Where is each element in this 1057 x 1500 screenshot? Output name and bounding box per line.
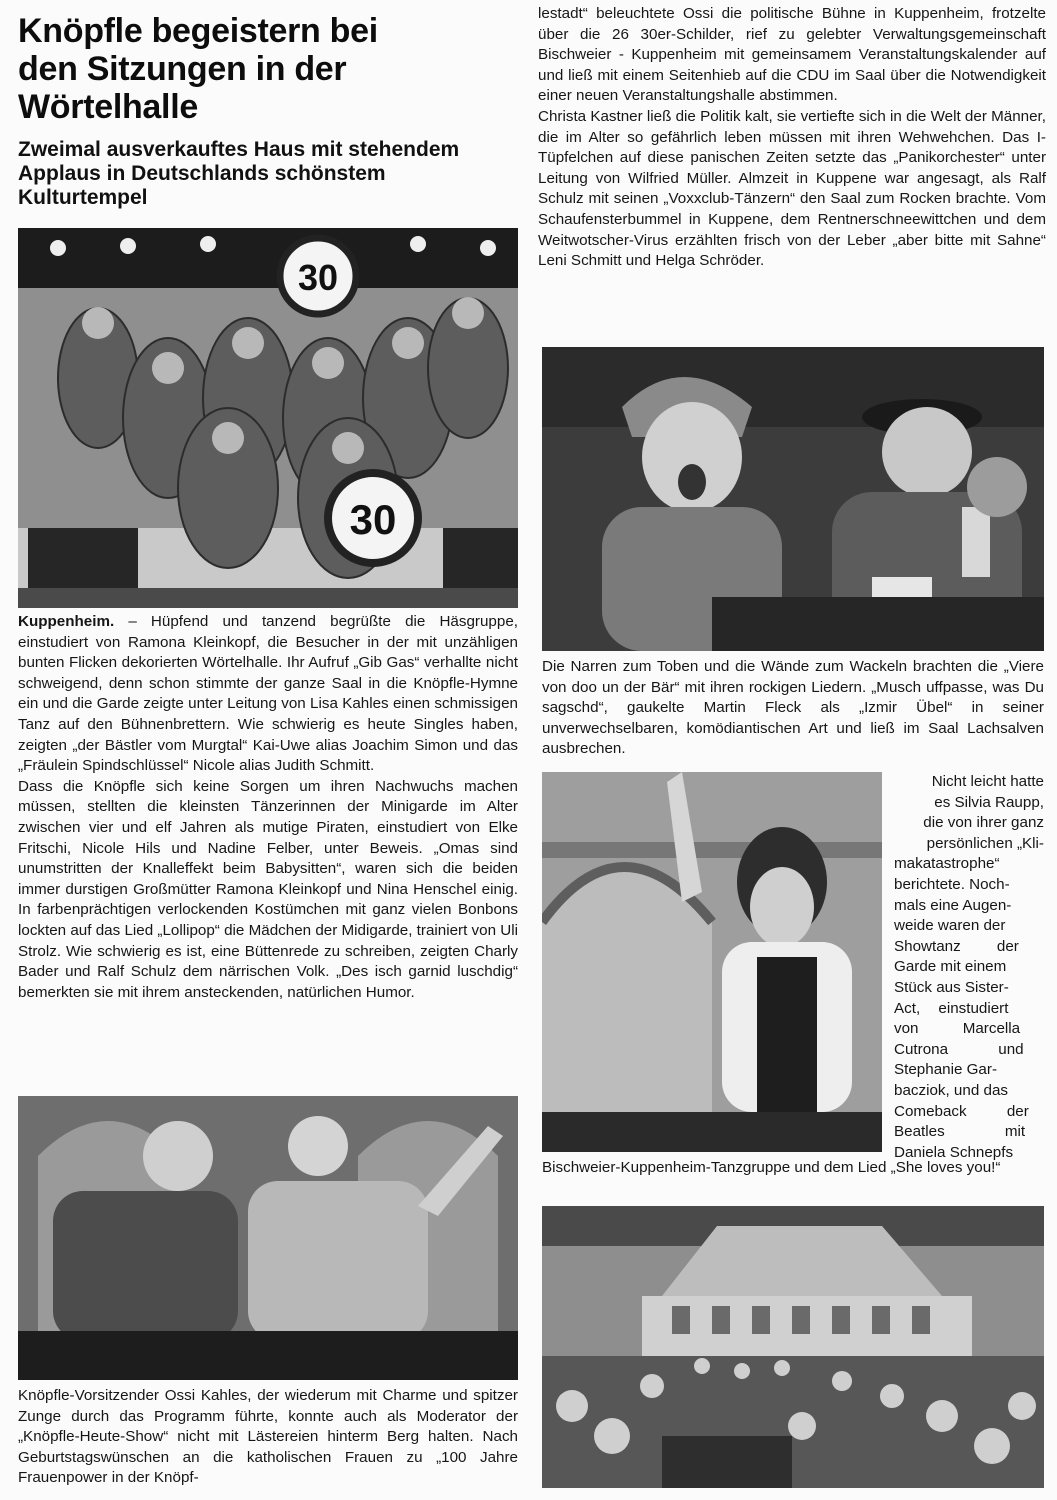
narrow-line: es Silvia Raupp,: [934, 793, 1044, 811]
narrow-line: weide waren der: [894, 917, 1006, 935]
right-paragraph-4-tail: Bischweier-Kuppenheim-Tanzgruppe und dem Lied „She loves you!“: [542, 1159, 1001, 1176]
photo-knoepfle-heute-show-graphic: [18, 1096, 518, 1380]
article-headline: Knöpfle begeistern bei den Sitzungen in der Wörtelhalle: [18, 12, 378, 126]
speed-sign-top-label: 30: [297, 257, 339, 298]
article-body-left: [18, 612, 518, 1003]
paragraph-1-text: – Hüpfend und tanzend begrüßte die Häsgruppe, einstudiert von Ramona Kleinkopf, die Besucher in der mit unzähligen bunten Flicken dekorierten Wörtelhalle. Ihr Aufruf „Gib Gas“ verhallte nicht schweigend, denn schon stimmte der ganze Saal in die Knöpfle-Hymne ein und die Garde zeigte unter Leitung von Lisa Kahles einen schmissigen Tanz auf den Bühnenbrettern. Wie schwierig es heute Singles haben, zeigten „der Bästler vom Murgtal“ Kai-Uwe alias Joachim Simon und das „Fräulein Spindschlüssel“ Nicole alias Judith Schmitt.: [18, 613, 518, 775]
narrow-line: makatastrophe“: [894, 855, 1000, 873]
right-paragraph-3: Die Narren zum Toben und die Wände zum Wackeln brachten die „Viere von doo un der Bär“ mit ihren rockigen Liedern. „Musch uffpasse, was Du sagschd“, gaukelte Martin Fleck als „Izmir Übel“ in seiner unverwechselbaren, komödiantischen Art und ließ im Saal Lachsalven ausbrechen.: [542, 658, 1044, 758]
dateline: Kuppenheim.: [18, 613, 115, 630]
narrow-line: berichtete. Noch-: [894, 875, 1010, 893]
right-paragraph-4-narrow: [894, 772, 1044, 1163]
paragraph-2: Dass die Knöpfle sich keine Sorgen um ihren Nachwuchs machen müssen, stellten die kleinsten Tänzerinnen der Minigarde im Alter zwischen vier und elf Jahren als mutige Piraten, einstudiert von Elke Fritschi, Nicole Hils und Nadine Felber, unter Beweis. „Omas sind unumstritten der Knalleffekt beim Babysitten“, waren sich die beiden immer durstigen Großmütter Ramona Kleinkopf und Nina Henschel einig. In farbenprächtigen verlockenden Kostümchen mit ganz vielen Bonbons lockten auf das Lied „Lollipop“ die Mädchen der Midigarde, trainiert von Uli Strolz. Wie schwierig es ist, eine Büttenrede zu schreiben, zeigten Charly Bader und Ralf Schulz dem närrischen Volk. „Des isch garnid luschdig“ bemerkten sie mit ihrem ansteckenden, natürlichen Humor.: [18, 777, 518, 1001]
right-column-middle: [542, 657, 1044, 760]
photo-women-at-table-graphic: [542, 347, 1044, 651]
speed-sign-bottom-label: 30: [349, 496, 397, 543]
narrow-line: Act, einstudiert: [894, 999, 1009, 1017]
narrow-line: Beatles mit: [894, 1123, 1026, 1141]
narrow-line: von Marcella: [894, 1020, 1021, 1038]
article-body-left-bottom: [18, 1386, 518, 1489]
narrow-line: die von ihrer ganz: [923, 814, 1044, 832]
paragraph-1: [18, 612, 518, 777]
article-subheadline: Zweimal ausverkauftes Haus mit stehendem Applaus in Deutschlands schönstem Kulturtempel: [18, 138, 460, 209]
narrow-line: bacziok, und das: [894, 1081, 1008, 1099]
photo-haesgruppe-graphic: [18, 228, 518, 608]
photo-knoepfle-heute-show: [18, 1096, 518, 1380]
narrow-line: Comeback der: [894, 1102, 1029, 1120]
narrow-line: Daniela Schnepfs: [894, 1143, 1014, 1161]
paragraph-3: Knöpfle-Vorsitzender Ossi Kahles, der wiederum mit Charme und spitzer Zunge durch das Programm führte, konnte auch als Moderator der „Knöpfle-Heute-Show“ nicht mit Lästereien hinterm Berg halten. Nach Geburtstagswünschen an die katholischen Frauen zu „100 Jahre Frauenpower in der Knöpf-: [18, 1387, 518, 1487]
narrow-line: Stück aus Sister-: [894, 978, 1009, 996]
right-paragraph-4-tail-wrap: [542, 1158, 1044, 1179]
photo-haesgruppe-stage: [18, 228, 518, 608]
narrow-line: persönlichen „Kli-: [926, 834, 1044, 852]
photo-silvia-raupp-graphic: [542, 772, 882, 1152]
left-column: [18, 12, 521, 210]
narrow-line: Showtanz der: [894, 937, 1019, 955]
photo-woertelhalle-audience-graphic: [542, 1206, 1044, 1488]
photo-woertelhalle-audience: [542, 1206, 1044, 1488]
narrow-line: Cutrona und: [894, 1040, 1024, 1058]
right-paragraph-2: Christa Kastner ließ die Politik kalt, sie vertiefte sich in die Welt der Männer, die im Alter so gefährlich leben müssen mit ihren Wehwehchen. Das I-Tüpfelchen auf diese panischen Zeiten setzte das „Panikorchester“ unter Leitung von Wilfried Müller. Almzeit in Kuppene war angesagt, als Ralf Schulz mit seinen „Voxxclub-Tänzern“ den Saal zum Rocken brachte. Vom Schaufensterbummel in Kuppene, dem Rentnerschneewittchen und dem Weitwotscher-Virus erzählten frisch von der Leber „aber bitte mit Sahne“ Leni Schmitt und Helga Schröder.: [538, 107, 1046, 270]
photo-silvia-raupp: [542, 772, 882, 1152]
right-paragraph-1: lestadt“ beleuchtete Ossi die politische Bühne in Kuppenheim, frotzelte über die 26 30er-Schilder, rief zu gelebter Verwaltungsgemeinschaft Bischweier - Kuppenheim mit gemeinsamem Veranstaltungskalender auf und ließ mit einem Seitenhieb auf die CDU im Saal über die Notwendigkeit einer neuen Veranstaltungshalle abstimmen.: [538, 5, 1046, 105]
narrow-line: mals eine Augen-: [894, 896, 1012, 914]
photo-women-at-table: [542, 347, 1044, 651]
narrow-line: Garde mit einem: [894, 958, 1007, 976]
narrow-line: Stephanie Gar-: [894, 1061, 997, 1079]
right-column-top: [538, 4, 1046, 272]
narrow-line: Nicht leicht hatte: [931, 773, 1044, 790]
